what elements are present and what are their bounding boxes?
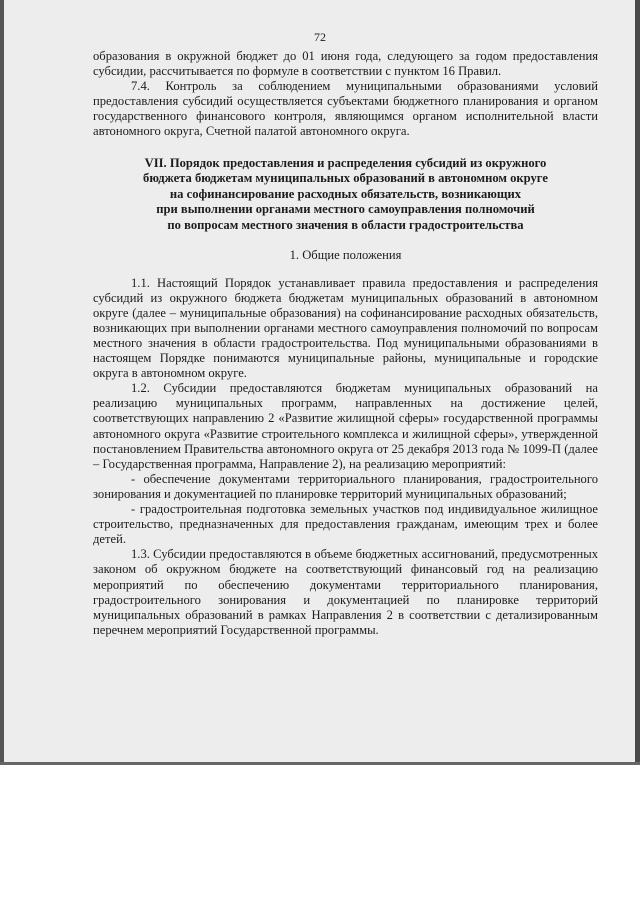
chapter-title-line: бюджета бюджетам муниципальных образований в автономном округе <box>143 171 548 186</box>
list-item: - обеспечение документами территориального планирования, градостроительного зонирования и документацией по планировке территорий муниципальных образований; <box>93 471 598 501</box>
chapter-title-line: при выполнении органами местного самоуправления полномочий <box>156 202 535 217</box>
paragraph-1-1: 1.1. Настоящий Порядок устанавливает правила предоставления и распределения субсидий из окружного бюджета бюджетам муниципальных образований в автономном округе (далее – муниципальные образования) на софинансирование расходных обязательств, возникающих при выполнении органами местного самоуправления полномочий по вопросам местного значения в области градостроительства. Под муниципальными образованиями в настоящем Порядке понимаются муниципальные районы, муниципальные и городские округа в автономном округе. <box>93 275 598 381</box>
list-item: - градостроительная подготовка земельных участков под индивидуальное жилищное строительство, предназначенных для предоставления гражданам, имеющим трех и более детей. <box>93 502 598 547</box>
chapter-title-line: VII. Порядок предоставления и распределения субсидий из окружного <box>144 155 547 170</box>
chapter-title-line: на софинансирование расходных обязательств, возникающих <box>169 186 522 201</box>
chapter-title <box>93 156 598 234</box>
paragraph-continuation: образования в окружной бюджет до 01 июня года, следующего за годом предоставления субсидии, рассчитывается по формуле в соответствии с пунктом 16 Правил. <box>93 49 598 79</box>
section-title: 1. Общие положения <box>289 247 402 262</box>
scan-shadow-left <box>0 0 4 765</box>
page-number: 72 <box>314 30 326 44</box>
scan-shadow-right <box>635 0 640 765</box>
paragraph-1-3: 1.3. Субсидии предоставляются в объеме бюджетных ассигнований, предусмотренных законом об окружном бюджете на соответствующий финансовый год на реализацию мероприятий по обеспечению документами территориального планирования, градостроительного зонирования и документацией по планировке территорий муниципальных образований в рамках Направления 2 в соответствии с детализированным перечнем мероприятий Государственной программы. <box>93 547 598 637</box>
paragraph-7-4: 7.4. Контроль за соблюдением муниципальными образованиями условий предоставления субсидий осуществляется субъектами бюджетного планирования и органом государственного финансового контроля, являющимся органом исполнительной власти автономного округа, Счетной палатой автономного округа. <box>93 79 598 139</box>
blank-area <box>0 765 640 905</box>
chapter-title-line: по вопросам местного значения в области градостроительства <box>167 217 524 232</box>
document-text <box>93 49 598 638</box>
paragraph-1-2: 1.2. Субсидии предоставляются бюджетам муниципальных образований на реализацию муниципальных программ, направленных на достижение целей, соответствующих направлению 2 «Развитие жилищной сферы» государственной программы автономного округа «Развитие строительного комплекса и жилищной сферы», утвержденной постановлением Правительства автономного округа от 25 декабря 2013 года № 1099-П (далее – Государственная программа, Направление 2), на реализацию мероприятий: <box>93 381 598 471</box>
